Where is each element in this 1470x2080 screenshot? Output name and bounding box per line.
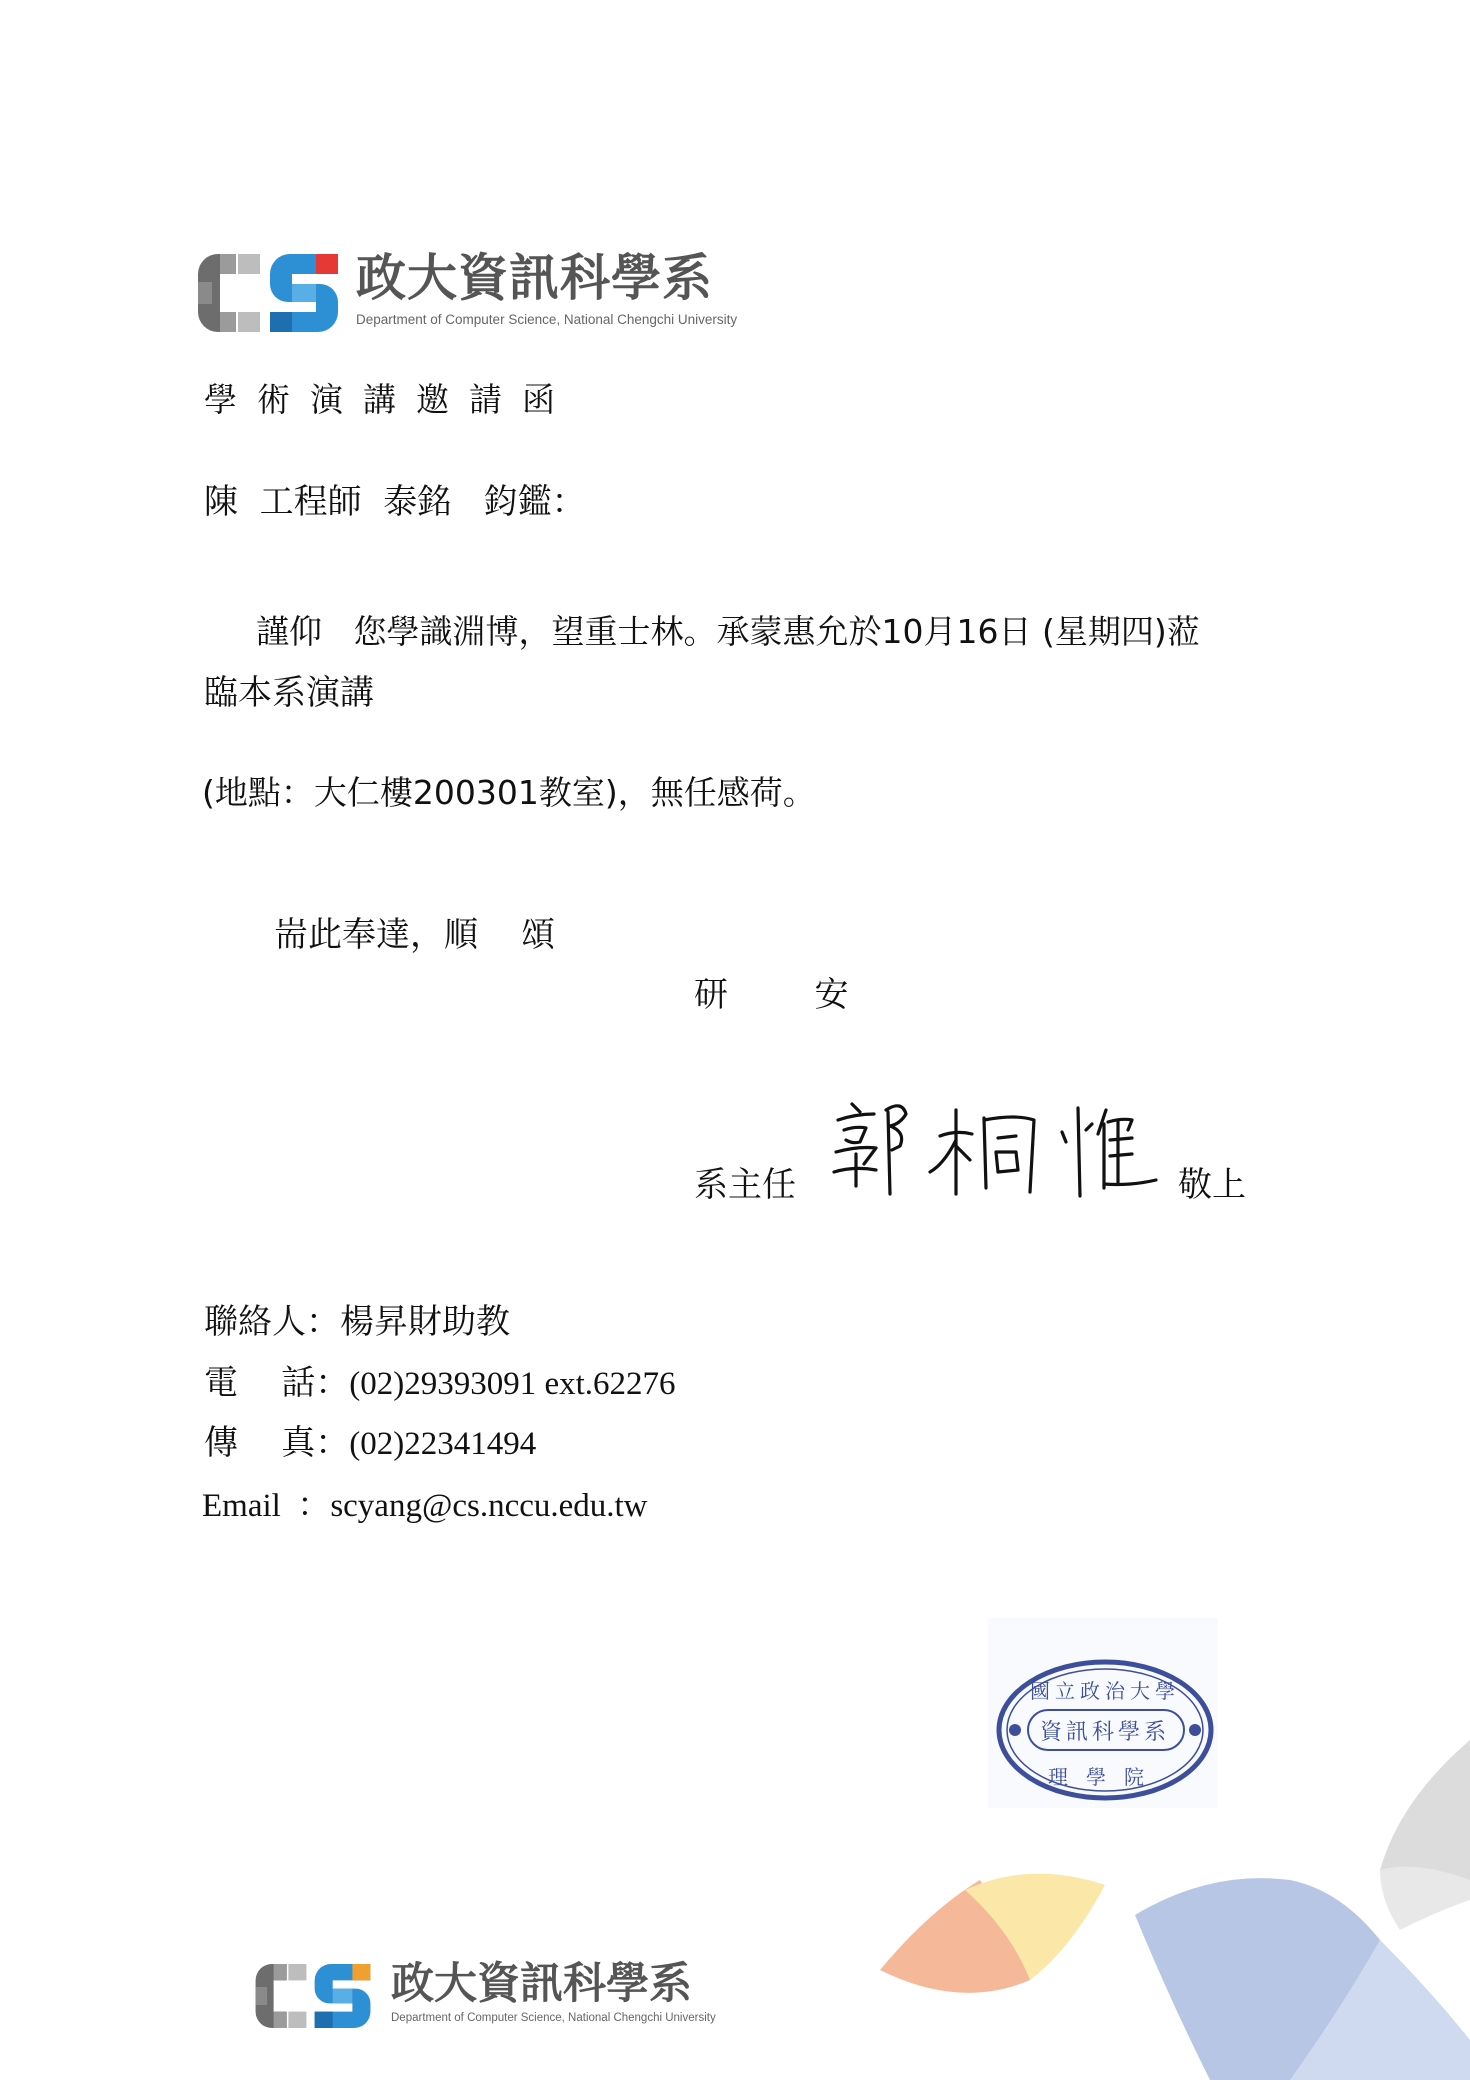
seal-middle-text: 資訊科學系 (1039, 1720, 1171, 1745)
signer-title: 系主任 (694, 1165, 796, 1205)
paragraph-line-1: 謹仰 您學識淵博，望重士林。承蒙惠允於10月16日 (星期四)蒞 (256, 612, 1200, 651)
contact-phone-row (204, 1363, 676, 1403)
contact-fax-value: (02)22341494 (349, 1426, 537, 1462)
seal-bottom-text: 理學院 (1048, 1765, 1162, 1789)
salutation: 陳 工程師 泰銘 鈞鑑： (204, 482, 586, 522)
letter-title: 學術演講邀請函 (204, 380, 575, 419)
cs-logo-icon (198, 254, 338, 332)
header-logo (198, 250, 738, 335)
closing-line: 耑此奉達，順 頌 (274, 915, 556, 955)
handwritten-signature (830, 1090, 1160, 1200)
contact-phone-value: (02)29393091 ext.62276 (349, 1366, 676, 1402)
contact-person: 聯絡人：楊昇財助教 (204, 1302, 510, 1342)
sign-off: 敬上 (1178, 1165, 1246, 1205)
paragraph-location: (地點：大仁樓200301教室)，無任感荷。 (202, 773, 816, 812)
header-logo-text: 政大資訊科學系 (356, 249, 713, 307)
decorative-shapes (870, 1710, 1470, 2080)
contact-email-value[interactable]: scyang@cs.nccu.edu.tw (330, 1488, 648, 1524)
seal-top-text: 國立政治大學 (1030, 1679, 1180, 1703)
contact-phone-label: 電 話： (204, 1363, 350, 1403)
contact-email-row (202, 1488, 648, 1523)
contact-fax-label: 傳 真： (204, 1423, 350, 1463)
paragraph-line-2: 臨本系演講 (204, 673, 374, 713)
closing-wish: 研 安 (694, 975, 849, 1015)
contact-email-label: Email ： (202, 1488, 331, 1524)
header-logo-subtitle: Department of Computer Science, National Chengchi University (356, 312, 738, 327)
footer-cs-logo-icon (253, 1964, 373, 2028)
footer-logo-subtitle: Department of Computer Science, National Chengchi University (391, 2012, 716, 2024)
footer-logo (253, 1960, 733, 2030)
contact-fax-row (204, 1423, 537, 1463)
footer-logo-text: 政大資訊科學系 (391, 1959, 692, 2009)
